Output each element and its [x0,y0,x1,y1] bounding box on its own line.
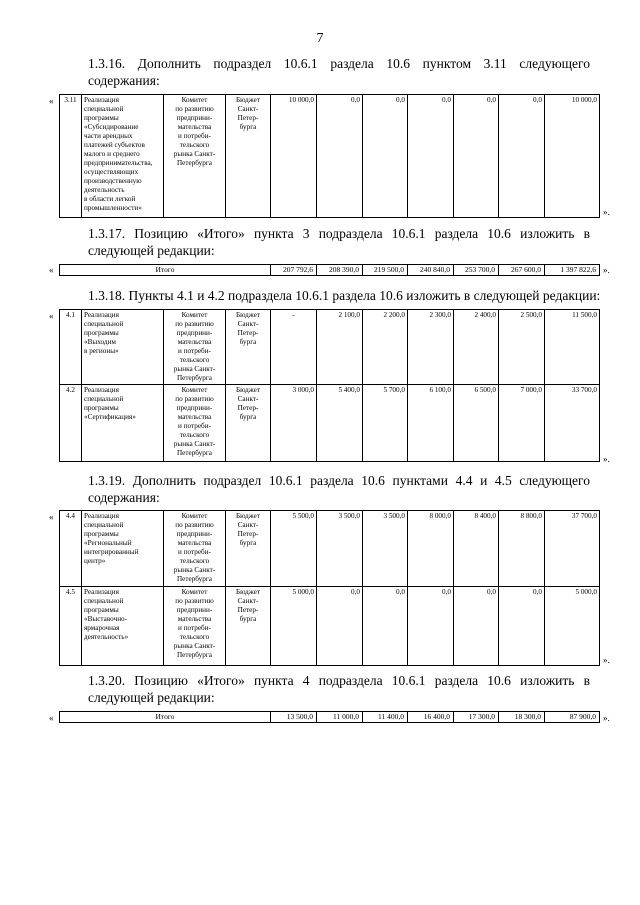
value-year-3: 0,0 [363,95,408,218]
table-row [60,95,600,218]
value-year-4: 8 000,0 [408,511,454,587]
value-total: 87 900,0 [545,712,600,723]
row-number: 4.5 [60,587,82,666]
table-row [60,712,600,723]
value-year-3: 11 400,0 [363,712,408,723]
value-total: 1 397 822,6 [545,265,600,276]
executor: Комитет по развитию предприни- мательства и потреби- тельского рынка Санкт- Петербурга [164,511,226,587]
table-item-3-11 [59,94,600,218]
total-row-item-4 [59,711,600,723]
value-year-3: 5 700,0 [363,385,408,462]
paragraph-1-3-18: 1.3.18. Пункты 4.1 и 4.2 подраздела 10.6.1 раздела 10.6 изложить в следующей редакции: [88,288,601,303]
row-number: 4.2 [60,385,82,462]
quote-open: « [49,713,54,723]
value-year-5: 8 400,0 [454,511,499,587]
value-year-4: 0,0 [408,587,454,666]
value-year-2: 0,0 [317,95,363,218]
row-number: 4.4 [60,511,82,587]
value-year-1: 5 000,0 [271,587,317,666]
quote-close: ». [603,265,610,275]
value-year-2: 2 100,0 [317,310,363,385]
value-year-2: 3 500,0 [317,511,363,587]
value-year-5: 0,0 [454,95,499,218]
quote-close: ». [603,207,610,217]
value-year-4: 16 400,0 [408,712,454,723]
total-label: Итого [60,712,271,723]
value-year-6: 18 300,0 [499,712,545,723]
paragraph-1-3-16: 1.3.16. Дополнить подраздел 10.6.1 раздела 10.6 пунктом 3.11 следующего содержания: [88,56,590,88]
executor: Комитет по развитию предприни- мательства и потреби- тельского рынка Санкт- Петербурга [164,310,226,385]
executor: Комитет по развитию предприни- мательства и потреби- тельского рынка Санкт- Петербурга [164,95,226,218]
funding-source: Бюджет Санкт- Петер- бурга [226,385,271,462]
paragraph-1-3-17: 1.3.17. Позицию «Итого» пункта 3 подраздела 10.6.1 раздела 10.6 изложить в следующей редакции: [88,226,590,258]
value-year-3: 219 500,0 [363,265,408,276]
value-year-1: 3 000,0 [271,385,317,462]
table-row [60,511,600,587]
value-total: 37 700,0 [545,511,600,587]
total-row-item-3 [59,264,600,276]
value-year-5: 6 500,0 [454,385,499,462]
value-year-1: 10 000,0 [271,95,317,218]
program-name: Реализация специальной программы «Региональный интегрированный центр» [82,511,164,587]
page-number: 7 [316,31,324,46]
value-year-1: - [271,310,317,385]
program-name: Реализация специальной программы «Сертификация» [82,385,164,462]
value-total: 10 000,0 [545,95,600,218]
quote-close: ». [603,655,610,665]
table-items-4-1-4-2 [59,309,600,462]
value-total: 33 700,0 [545,385,600,462]
value-year-2: 11 000,0 [317,712,363,723]
funding-source: Бюджет Санкт- Петер- бурга [226,310,271,385]
value-year-4: 0,0 [408,95,454,218]
quote-close: ». [603,713,610,723]
table-row [60,587,600,666]
quote-open: « [49,96,54,106]
funding-source: Бюджет Санкт- Петер- бурга [226,587,271,666]
value-year-2: 0,0 [317,587,363,666]
row-number: 3.11 [60,95,82,218]
program-name: Реализация специальной программы «Выходим в регионы» [82,310,164,385]
value-total: 5 000,0 [545,587,600,666]
table-row [60,265,600,276]
value-year-2: 5 400,0 [317,385,363,462]
value-year-4: 6 100,0 [408,385,454,462]
quote-close: ». [603,454,610,464]
value-year-1: 13 500,0 [271,712,317,723]
value-year-1: 5 500,0 [271,511,317,587]
executor: Комитет по развитию предприни- мательства и потреби- тельского рынка Санкт- Петербурга [164,385,226,462]
funding-source: Бюджет Санкт- Петер- бурга [226,95,271,218]
table-row [60,310,600,385]
value-year-5: 2 400,0 [454,310,499,385]
value-year-5: 0,0 [454,587,499,666]
value-year-6: 8 800,0 [499,511,545,587]
value-total: 11 500,0 [545,310,600,385]
table-row [60,385,600,462]
value-year-3: 2 200,0 [363,310,408,385]
value-year-1: 207 792,6 [271,265,317,276]
value-year-3: 0,0 [363,587,408,666]
quote-open: « [49,265,54,275]
value-year-6: 2 500,0 [499,310,545,385]
value-year-5: 17 300,0 [454,712,499,723]
value-year-6: 7 000,0 [499,385,545,462]
quote-open: « [49,311,54,321]
value-year-3: 3 500,0 [363,511,408,587]
value-year-4: 2 300,0 [408,310,454,385]
total-label: Итого [60,265,271,276]
value-year-6: 0,0 [499,95,545,218]
value-year-6: 0,0 [499,587,545,666]
program-name: Реализация специальной программы «Выставочно- ярмарочная деятельность» [82,587,164,666]
value-year-4: 240 840,0 [408,265,454,276]
value-year-5: 253 700,0 [454,265,499,276]
quote-open: « [49,512,54,522]
value-year-2: 208 390,0 [317,265,363,276]
row-number: 4.1 [60,310,82,385]
funding-source: Бюджет Санкт- Петер- бурга [226,511,271,587]
executor: Комитет по развитию предприни- мательства и потреби- тельского рынка Санкт- Петербурга [164,587,226,666]
program-name: Реализация специальной программы «Субсидирование части арендных платежей субъектов малого и среднего предпринимательства, осуществляющих производственную деятельность в области легкой промышленности» [82,95,164,218]
paragraph-1-3-20: 1.3.20. Позицию «Итого» пункта 4 подраздела 10.6.1 раздела 10.6 изложить в следующей редакции: [88,673,590,705]
paragraph-1-3-19: 1.3.19. Дополнить подраздел 10.6.1 раздела 10.6 пунктами 4.4 и 4.5 следующего содержания: [88,473,590,505]
table-items-4-4-4-5 [59,510,600,666]
value-year-6: 267 600,0 [499,265,545,276]
